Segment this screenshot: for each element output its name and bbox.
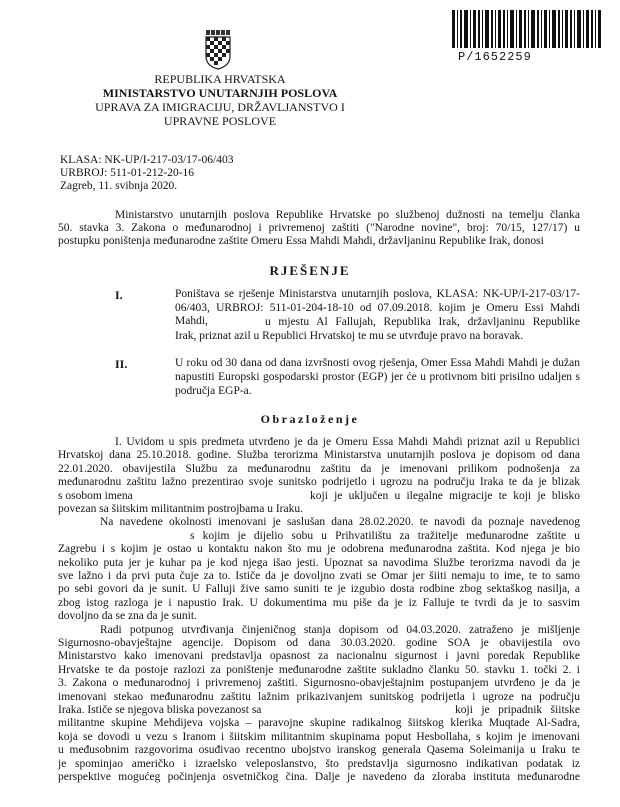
barcode-icon [452,8,602,54]
intro-line-2: 50. stavka 3. Zakona o međunarodnoj i privremenoj zaštiti ("Narodne novine", broj: 70/15, 127/17) u [58,222,580,234]
header-directorate-2: UPRAVNE POSLOVE [163,114,277,128]
body-line: dovoljno da se zna da je sunit. [58,610,197,623]
klasa: KLASA: NK-UP/I-217-03/17-06/403 [60,154,234,166]
urbroj: URBROJ: 511-01-212-20-16 [60,167,195,179]
body-line: Na navedene okolnosti imenovani je saslušan dana 28.02.2020. te navodi da poznaje navedenog [100,516,580,529]
body-line: koji je uključen u ilegalne migracije te koji je blisko [310,489,580,502]
section-i-line-3: u mjestu Al Fallujah, Republika Irak, državljaninu Republike [265,316,580,328]
section-i-line-4: Irak, priznat azil u Republici Hrvatskoj te mu se utvrđuje pravo na boravak. [175,330,524,342]
body-line: Sigurnosno-obavještajne agencije. Dopisom od dana 30.03.2020. godine SOA je obavijestila ovo [58,637,580,649]
body-line: u međusobnim razgovorima osuđivao recentno ubojstvo iranskog generala Qasema Soleimanija u Iraku te [58,744,580,757]
body-line: I. Uvidom u spis predmeta utvrđeno je da je Omeru Essa Mahdi Mahdi priznat azil u Republici [115,436,580,448]
section-i-line-1: Poništava se rješenje Ministarstva unutarnjih poslova, KLASA: NK-UP/I-217-03/17- [175,288,580,300]
body-line: međunarodnu zaštitu lažno prezentirao svoje sunitsko podrijetlo i ugrozu na području Iraka te da je blizak [58,476,580,489]
body-line: 3. Zakona o međunarodnoj i privremenoj zaštiti. Sigurnosno-obavještajnim postupanjem utvrđeno je da je [58,677,580,690]
header-ministry: MINISTARSTVO UNUTARNJIH POSLOVA [102,86,338,100]
body-line: povezan sa šiitskim militantnim postrojbama u Iraku. [58,503,303,515]
section-i-numeral: I. [115,288,123,302]
section-ii-numeral: II. [115,357,128,371]
body-line: s osobom imena [58,489,133,502]
body-line: Ministarstvo kako imenovani predstavlja opasnost za nacionalnu sigurnost i javni poredak Republike [58,650,580,663]
place-date: Zagreb, 11. svibnja 2020. [60,180,178,192]
body-line: Hrvatske te da postoje razlozi za poništenje međunarodne zaštite sukladno članku 50. stavku 1. točki 2. i [58,663,580,676]
body-line: po sebi govori da je sunit. U Falluji žive samo suniti te je izgubio dosta rodbine zbog sektaškog nasilja, a [58,583,580,596]
body-line: 22.01.2020. obavijestila Službu za međunarodnu zaštitu da je imenovani prilikom podnošenja za [58,462,580,475]
body-line: Radi potpunog utvrđivanja činjeničnog stanja dopisom od 04.03.2020. zatraženo je mišljenje [100,623,580,636]
reasoning-title: Obrazloženje [260,412,360,426]
barcode-number: P/1652259 [458,50,532,64]
section-ii-line-3: područja EGP-a. [175,385,252,397]
coat-of-arms-icon [203,30,233,70]
body-line: nekoliko puta jer je kuhar pa je kod njega išao jesti. Upoznat sa navodima Službe terorizma navodi da je [58,556,580,569]
section-i-line-2: 06/403, URBROJ: 511-01-204-18-10 od 07.09.2018. kojim je Omeru Essi Mahdi Mahdi, [175,302,580,328]
section-ii-line-2: napustiti Europski gospodarski prostor (EGP) jer će u protivnom biti prisilno udaljen s [175,371,580,383]
section-ii-line-1: U roku od 30 dana od dana izvršnosti ovog rješenja, Omer Essa Mahdi Mahdi je dužan [175,357,580,369]
body-line: koja se dovodi u vezu s Iranom i šiitskim militantnim skupinama poput Hesbollaha, s kojim je imenovani [58,730,580,743]
body-line: Iraka. Ističe se njegova bliska povezanost sa [58,704,262,716]
intro-line-3: postupku poništenja međunarodne zaštite Omeru Essa Mahdi Mahdi, državljaninu Republike Irak, donosi [58,235,544,247]
body-line: je spominjao američko i izraelsko veleposlanstvo, što predstavlja sigurnosno indikativan podatak iz [58,757,580,770]
body-line: koji je pripadnik šiitske [455,704,580,716]
body-line: sve lažno i da prvi puta čuje za to. Ističe da je dovoljno zvati se Omar jer šiiti nemaju to ime, te to samo [58,570,580,582]
header-directorate-1: UPRAVA ZA IMIGRACIJU, DRŽAVLJANSTVO I [95,100,345,114]
body-line: militantne skupine Mehdijeva vojska – paravojne skupine radikalnog šiitskog klerika Muqtade Al-Sadra, [58,717,580,730]
body-line: s kojim je dijelio sobu u Prihvatilištu za tražitelje međunarodne zaštite u [190,529,580,542]
intro-line-1: Ministarstvo unutarnjih poslova Republike Hrvatske po službenoj dužnosti na temelju članka [115,209,580,221]
header-republic: REPUBLIKA HRVATSKA [154,72,286,86]
decision-title: RJEŠENJE [269,263,351,278]
body-line: Zagrebu i s kojim je ostao u kontaktu nakon što mu je odobrena međunarodna zaštita. Kod njega je bio [58,543,580,556]
body-line: Hrvatskoj dana 25.10.2018. godine. Služba terorizma Ministarstva unutarnjih poslova je dopisom od dana [58,449,580,462]
body-line: imenovani stekao međunarodnu zaštitu lažnim prikazivanjem sunitskog podrijetla i ugroze na području [58,690,580,703]
body-line: zbog istog razloga je i napustio Irak. U dokumentima mu piše da je iz Falluje te tvrdi da je to sasvim [58,596,580,609]
body-line: perspektive mogućeg počinjenja osvetničkog čina. Dalje je navedeno da zloraba instituta međunarodne [58,771,580,783]
